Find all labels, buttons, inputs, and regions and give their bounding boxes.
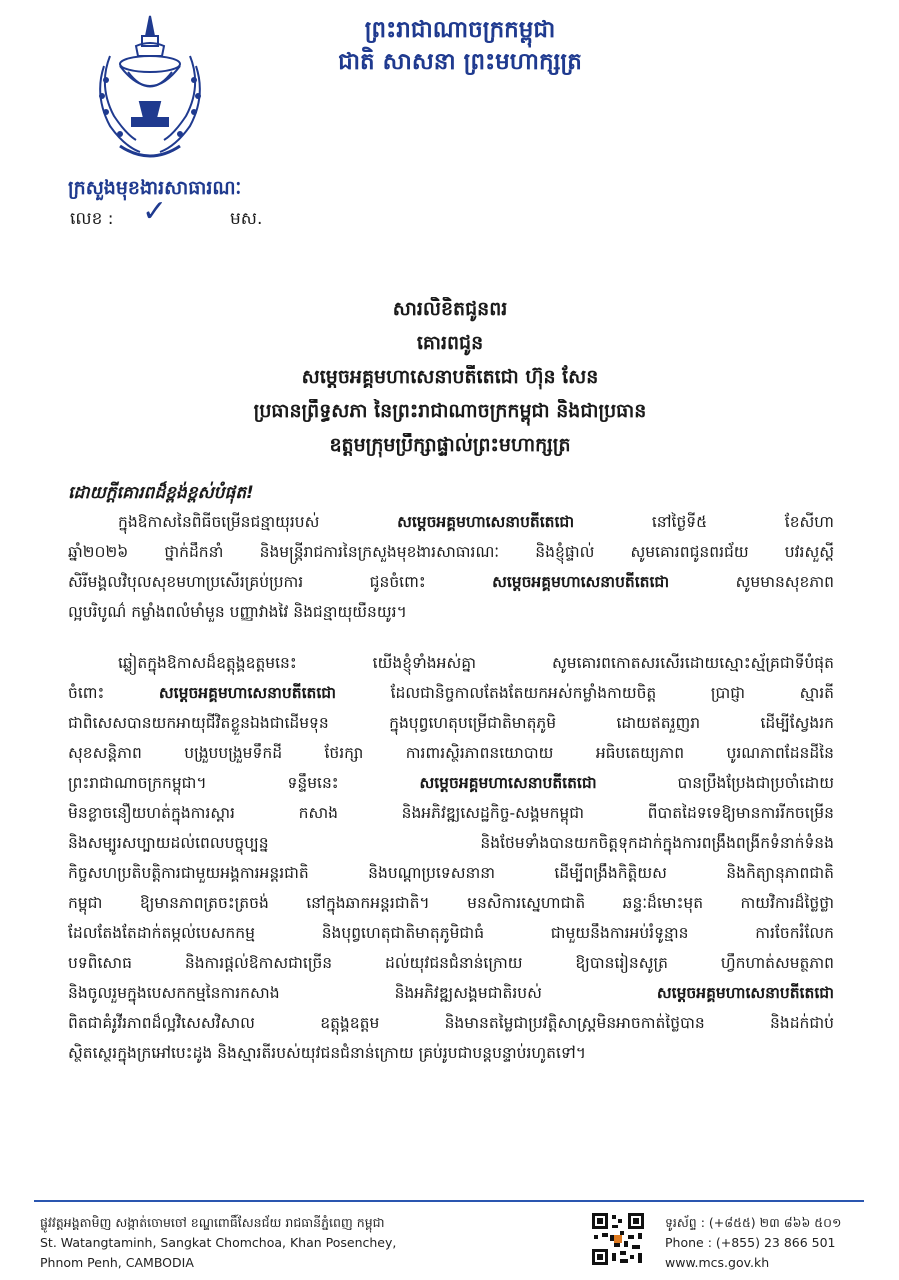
ministry-emblem (80, 6, 220, 174)
body-line: ចំពោះ សម្តេចអគ្គមហាសេនាបតីតេជោ ដែលជានិច្ចកាលតែងតែយកអស់កម្លាំងកាយចិត្ត ប្រាជ្ញា ស្មារតី (68, 684, 834, 702)
letter-title: សារលិខិតជូនពរ (392, 298, 508, 320)
body-line: ដែលតែងតែដាក់តម្កល់បេសកកម្ម និងបុព្វហេតុជាតិមាតុភូមិជាធំ ជាមួយនឹងការអប់រំទូន្មាន ការចែករំលែក (68, 924, 834, 942)
kingdom-title: ព្រះរាជាណាចក្រកម្ពុជា (364, 16, 556, 43)
body-line: និងចូលរួមក្នុងបេសកកម្មនៃការកសាង និងអភិវឌ្ឍសង្គមជាតិរបស់ សម្តេចអគ្គមហាសេនាបតីតេជោ (68, 984, 834, 1002)
body-line: ឆ្នាំ២០២៦ ថ្នាក់ដឹកនាំ និងមន្ត្រីរាជការនៃក្រសួងមុខងារសាធារណៈ និងខ្ញុំផ្ទាល់ សូមគោរពជូនពរជ័យ បវរសួស្តី (68, 543, 834, 561)
body-line: ក្នុងឱកាសនៃពិធីចម្រើនជន្មាយុរបស់ សម្តេចអគ្គមហាសេនាបតីតេជោ នៅថ្ងៃទី៥ ខែសីហា (118, 513, 834, 531)
reference-suffix: មស. (230, 209, 263, 229)
addressee-position: ប្រធានព្រឹទ្ធសភា នៃព្រះរាជាណាចក្រកម្ពុជា និងជាប្រធាន (253, 400, 647, 422)
body-line: និងសម្បូរសប្បាយដល់ពេលបច្ចុប្បន្ន និងថែមទាំងបានយកចិត្តទុកដាក់ក្នុងការពង្រឹងពង្រីកទំនាក់ទំនង (68, 834, 834, 852)
salutation: ដោយក្តីគោរពដ៏ខ្ពង់ខ្ពស់បំផុត! (68, 483, 254, 503)
body-line: បទពិសោធ និងការផ្តល់ឱកាសជាច្រើន ដល់យុវជនជំនាន់ក្រោយ ឱ្យបានរៀនសូត្រ ហ្វឹកហាត់សមត្ថភាព (68, 954, 834, 972)
nation-motto: ជាតិ សាសនា ព្រះមហាក្សត្រ (338, 48, 582, 75)
ministry-name: ក្រសួងមុខងារសាធារណៈ (68, 177, 242, 199)
body-line: សិរីមង្គលវិបុលសុខមហាប្រសើរគ្រប់ប្រការ ជូនចំពោះ សម្តេចអគ្គមហាសេនាបតីតេជោ សូមមានសុខភាព (68, 573, 834, 591)
qr-code-icon (590, 1211, 646, 1267)
body-line: ស្ថិតស្ថេរក្នុងក្រអៅបេះដូង និងស្មារតីរបស់យុវជនជំនាន់ក្រោយ គ្រប់រូបជាបន្តបន្ទាប់រហូតទៅ។ (68, 1044, 586, 1062)
body-line: សុខសន្តិភាព បង្រួបបង្រួមទឹកដី ថែរក្សា ការពារស្ថិរភាពនយោបាយ អធិបតេយ្យភាព បូរណភាពដែនដីនៃ (68, 744, 834, 762)
addressee-intro: គោរពជូន (416, 332, 484, 354)
body-line: ព្រះរាជាណាចក្រកម្ពុជា។ ទន្ទឹមនេះ សម្តេចអគ្គមហាសេនាបតីតេជោ បានប្រឹងប្រែងជាប្រចាំដោយ (68, 774, 834, 792)
reference-label: លេខ : (70, 209, 114, 229)
body-line: ល្អបរិបូណ៌ កម្លាំងពលំមាំមួន បញ្ញាវាងវៃ និងជន្មាយុយឺនយូរ។ (68, 603, 407, 621)
body-line: កិច្ចសហប្រតិបត្តិការជាមួយអង្គការអន្តរជាតិ និងបណ្តាប្រទេសនានា ដើម្បីពង្រឹងកិត្តិយស និងកិត្យានុភាពជាតិ (68, 864, 834, 882)
address-english-line2: Phnom Penh, CAMBODIA (40, 1255, 194, 1270)
body-line: កម្ពុជា ឱ្យមានភាពត្រចះត្រចង់ នៅក្នុងឆាកអន្តរជាតិ។ មនសិការស្នេហាជាតិ ឆន្ទៈដ៏មោះមុត កាយវិការដ៏ថ្លៃថ្លា (68, 894, 834, 912)
checkmark-icon: ✓ (142, 194, 168, 229)
address-khmer: ផ្លូវវត្តអង្គតាមិញ សង្កាត់ចោមចៅ ខណ្ឌពោធិ៍សែនជ័យ រាជធានីភ្នំពេញ កម្ពុជា (40, 1215, 385, 1230)
phone-khmer: ទូរស័ព្ទ : (+៨៥៥) ២៣ ៨៦៦ ៥០១ (665, 1215, 842, 1230)
body-line: ជាពិសេសបានយកអាយុជីវិតខ្លួនឯងជាដើមទុន ក្នុងបុព្វហេតុបម្រើជាតិមាតុភូមិ ដោយឥតរួញរា ដើម្បីស្វែងរក (68, 714, 834, 732)
body-line: ពិតជាគំរូវីរភាពដ៏ល្អវិសេសវិសាល ឧត្តុង្គឧត្តម និងមានតម្លៃជាប្រវត្តិសាស្ត្រមិនអាចកាត់ថ្លៃបាន និងដក់ជាប់ (68, 1014, 834, 1032)
footer-divider (34, 1200, 864, 1202)
body-line: មិនខ្លាចនឿយហត់ក្នុងការស្តារ កសាង និងអភិវឌ្ឍសេដ្ឋកិច្ច-សង្គមកម្ពុជា ពីបាតដៃទទេឱ្យមានការរីកចម្រើន (68, 804, 834, 822)
addressee-name: សម្តេចអគ្គមហាសេនាបតីតេជោ ហ៊ុន សែន (301, 366, 599, 388)
phone-english: Phone : (+855) 23 866 501 (665, 1235, 836, 1250)
website-link[interactable]: www.mcs.gov.kh (665, 1255, 770, 1270)
address-english-line1: St. Watangtaminh, Sangkat Chomchoa, Khan Posenchey, (40, 1235, 397, 1250)
body-line: ឆ្លៀតក្នុងឱកាសដ៏ឧត្តុង្គឧត្តមនេះ យើងខ្ញុំទាំងអស់គ្នា សូមគោរពកោតសរសើរដោយស្មោះស្ម័គ្រជាទីបំផុត (118, 654, 834, 672)
addressee-position-2: ឧត្តមក្រុមប្រឹក្សាផ្ទាល់ព្រះមហាក្សត្រ (329, 434, 571, 456)
